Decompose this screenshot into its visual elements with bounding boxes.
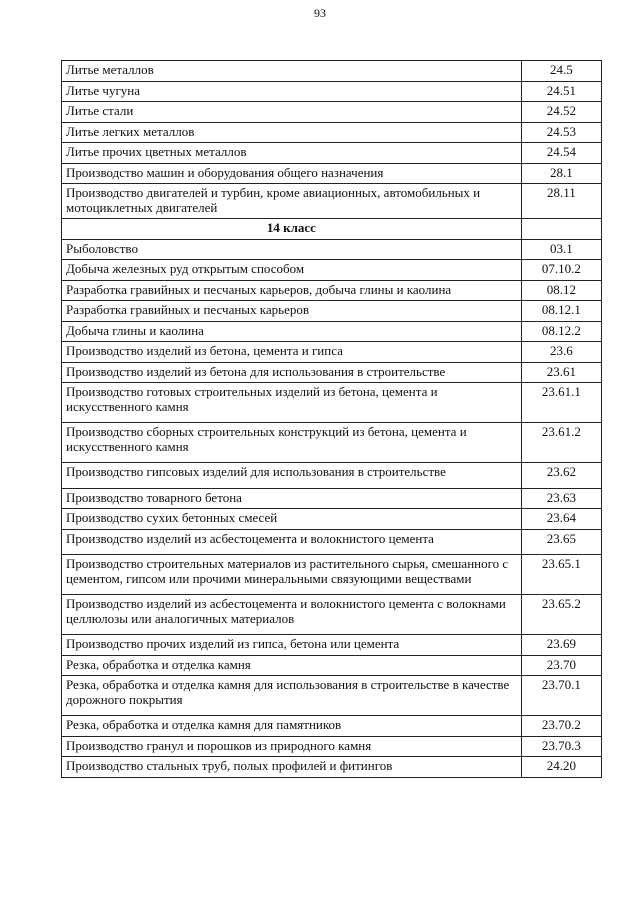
activity-code: 23.6 [521,342,601,363]
activity-code: 23.70.3 [521,736,601,757]
activity-name: Добыча глины и каолина [62,321,522,342]
activity-name: Литье чугуна [62,81,522,102]
activity-code: 08.12 [521,280,601,301]
table-row [62,635,602,656]
activity-name: Производство изделий из бетона для использования в строительстве [62,362,522,383]
activity-name: Производство двигателей и турбин, кроме авиационных, автомобильных и мотоциклетных двигателей [62,184,522,219]
table-row [62,163,602,184]
table-row [62,184,602,219]
activity-code: 07.10.2 [521,260,601,281]
activity-code: 24.53 [521,122,601,143]
activity-code: 23.65.2 [521,595,601,635]
activity-code: 08.12.1 [521,301,601,322]
activity-code: 24.51 [521,81,601,102]
table-row [62,555,602,595]
activity-code: 28.11 [521,184,601,219]
activity-code: 23.63 [521,488,601,509]
table-row [62,383,602,423]
table-body [62,61,602,778]
activity-code: 24.52 [521,102,601,123]
activity-code: 23.61 [521,362,601,383]
table-row [62,488,602,509]
activity-name: Производство гранул и порошков из природного камня [62,736,522,757]
page-number: 93 [314,6,326,20]
table-row [62,529,602,555]
activity-name: Резка, обработка и отделка камня для использования в строительстве в качестве дорожного покрытия [62,676,522,716]
table-row [62,509,602,530]
activity-code: 24.54 [521,143,601,164]
activity-name: Производство машин и оборудования общего назначения [62,163,522,184]
table-row [62,122,602,143]
classification-table [61,60,602,778]
activity-name: Добыча железных руд открытым способом [62,260,522,281]
table-row [62,716,602,737]
table-row [62,280,602,301]
activity-name: Производство сборных строительных конструкций из бетона, цемента и искусственного камня [62,423,522,463]
section-header-row [62,219,602,240]
activity-code: 23.61.2 [521,423,601,463]
activity-name: Производство сухих бетонных смесей [62,509,522,530]
activity-name: Производство товарного бетона [62,488,522,509]
table-row [62,423,602,463]
table-row [62,676,602,716]
activity-name: Производство гипсовых изделий для использования в строительстве [62,463,522,489]
activity-name: Производство изделий из асбестоцемента и волокнистого цемента с волокнами целлюлозы или аналогичных материалов [62,595,522,635]
table-row [62,595,602,635]
activity-code: 23.62 [521,463,601,489]
activity-code: 23.70 [521,655,601,676]
table-row [62,143,602,164]
table-row [62,342,602,363]
activity-name: Резка, обработка и отделка камня для памятников [62,716,522,737]
table-row [62,301,602,322]
activity-name: Производство изделий из бетона, цемента и гипса [62,342,522,363]
table-row [62,61,602,82]
activity-name: Литье легких металлов [62,122,522,143]
section-header: 14 класс [62,219,522,240]
activity-name: Литье стали [62,102,522,123]
activity-code: 23.70.1 [521,676,601,716]
activity-code: 24.20 [521,757,601,778]
table-row [62,463,602,489]
table-row [62,655,602,676]
activity-code: 08.12.2 [521,321,601,342]
activity-code [521,219,601,240]
activity-name: Производство стальных труб, полых профилей и фитингов [62,757,522,778]
activity-name: Литье прочих цветных металлов [62,143,522,164]
activity-name: Производство строительных материалов из растительного сырья, смешанного с цементом, гипсом или прочими минеральными связующими веществами [62,555,522,595]
activity-name: Производство прочих изделий из гипса, бетона или цемента [62,635,522,656]
table-row [62,81,602,102]
activity-code: 23.64 [521,509,601,530]
table-row [62,102,602,123]
table-row [62,239,602,260]
activity-code: 23.69 [521,635,601,656]
activity-code: 24.5 [521,61,601,82]
activity-name: Производство готовых строительных изделий из бетона, цемента и искусственного камня [62,383,522,423]
activity-code: 28.1 [521,163,601,184]
table-row [62,757,602,778]
activity-name: Производство изделий из асбестоцемента и волокнистого цемента [62,529,522,555]
table-row [62,260,602,281]
activity-code: 23.65.1 [521,555,601,595]
activity-name: Разработка гравийных и песчаных карьеров [62,301,522,322]
activity-name: Рыболовство [62,239,522,260]
table-row [62,362,602,383]
activity-code: 03.1 [521,239,601,260]
activity-name: Разработка гравийных и песчаных карьеров, добыча глины и каолина [62,280,522,301]
table-row [62,736,602,757]
activity-name: Литье металлов [62,61,522,82]
activity-code: 23.61.1 [521,383,601,423]
table-row [62,321,602,342]
activity-code: 23.65 [521,529,601,555]
activity-name: Резка, обработка и отделка камня [62,655,522,676]
activity-code: 23.70.2 [521,716,601,737]
